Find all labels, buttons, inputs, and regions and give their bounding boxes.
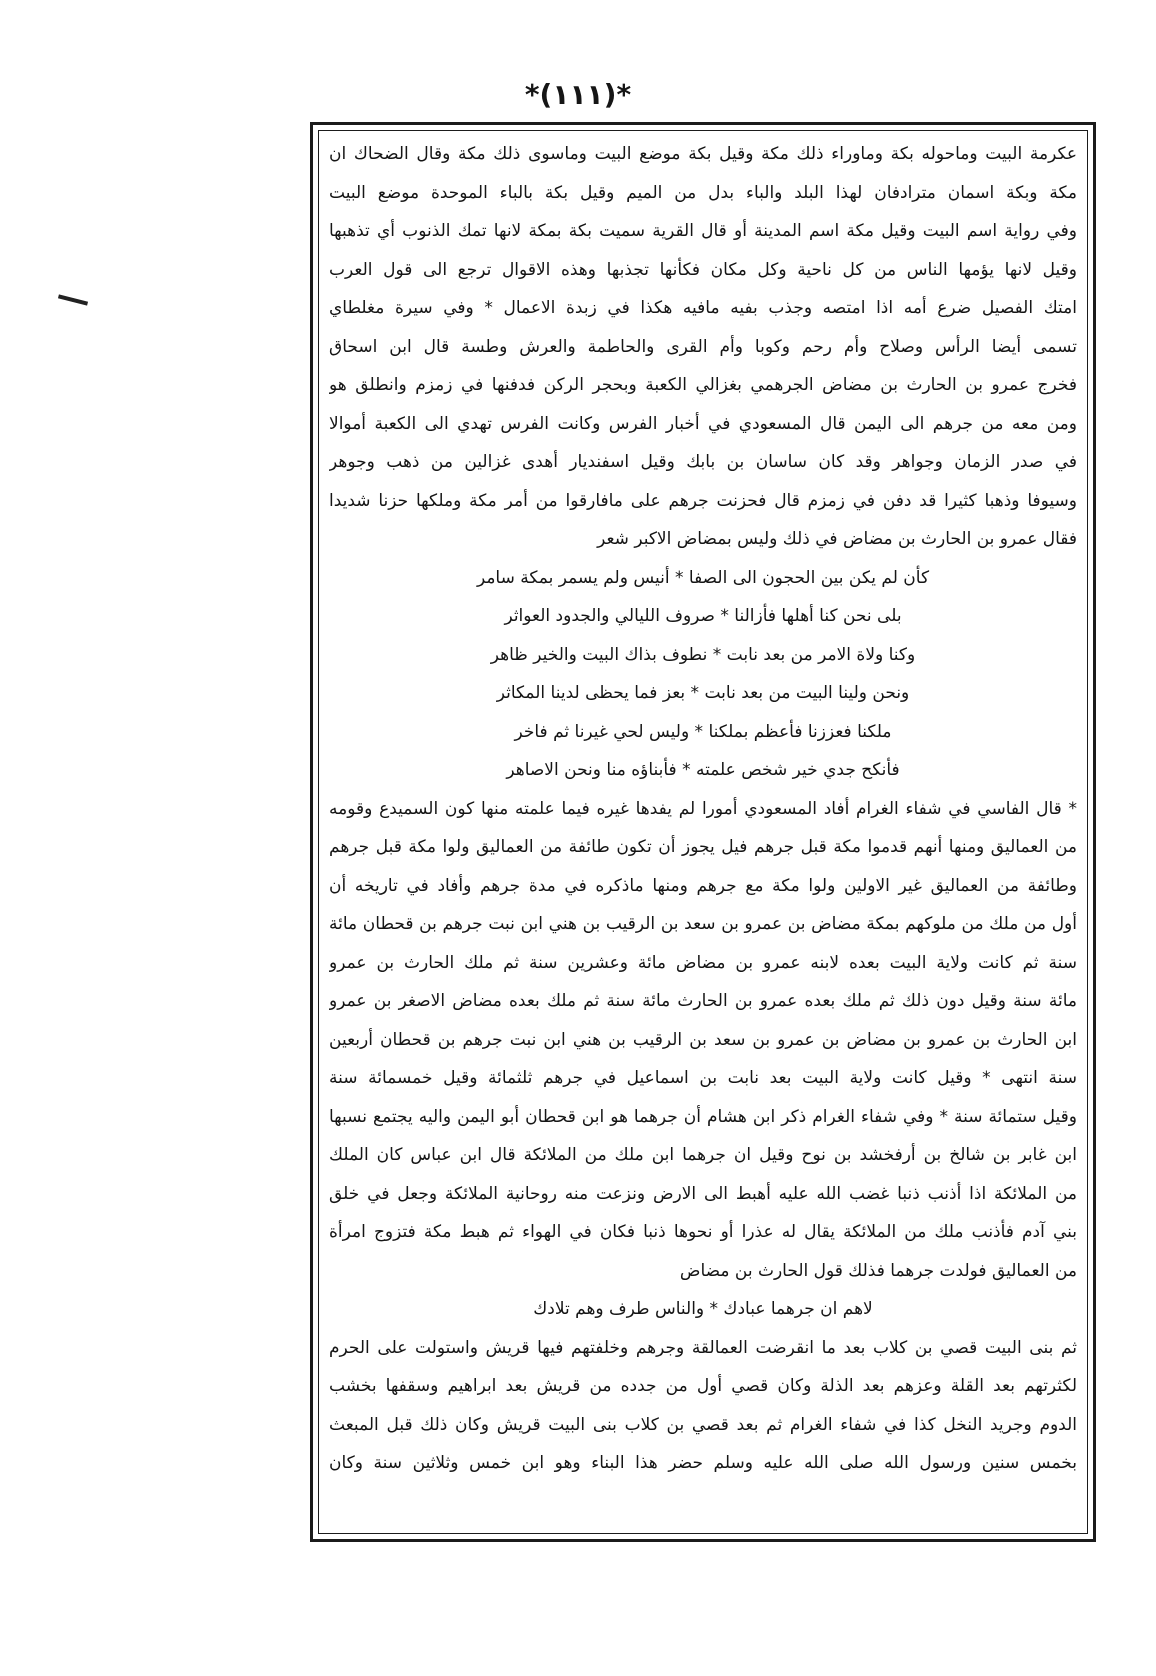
- verse-line: ونحن ولينا البيت من بعد نابت * بعز فما يحظى لدينا المكاثر: [496, 683, 910, 703]
- text-line: بخمس سنين ورسول الله صلى الله عليه وسلم حضر هذا البناء وهو ابن خمس وثلاثين سنة وكان: [329, 1453, 1077, 1473]
- text-line: لكثرتهم بعد القلة وعزهم بعد الذلة وكان قصي أول من جدده من قريش بعد ابراهيم وسقفها بخشب: [329, 1376, 1077, 1396]
- text-body: [329, 135, 1077, 1483]
- text-line: عكرمة البيت وماحوله بكة وماوراء ذلك مكة وقيل بكة موضع البيت وماسوى ذلك مكة وقال الضحاك ان: [329, 144, 1077, 164]
- text-line: من العماليق فولدت جرهما فذلك قول الحارث بن مضاض: [679, 1260, 1077, 1281]
- text-line: * قال الفاسي في شفاء الغرام أفاد المسعودي أمورا لم يفدها غيره فيما علمته منها كون السميدع وقومه: [329, 798, 1077, 819]
- verse-line: لاهم ان جرهما عبادك * والناس طرف وهم تلادك: [533, 1299, 873, 1319]
- verse-line: ملكنا فعززنا فأعظم بملكنا * وليس لحي غيرنا ثم فاخر: [514, 721, 892, 742]
- text-line: امتك الفصيل ضرع أمه اذا امتصه وجذب بفيه مافيه هكذا في زبدة الاعمال * وفي سيرة مغلطاي: [329, 298, 1077, 318]
- text-line: وسيوفا وذهبا كثيرا قد دفن في زمزم قال فحزنت جرهم على مافارقوا من أمر مكة وملكها حزنا شديدا: [329, 490, 1077, 511]
- verse-line: بلى نحن كنا أهلها فأزالنا * صروف الليالي والجدود العواثر: [504, 606, 902, 626]
- text-line: سنة ثم كانت ولاية البيت بعده لابنه عمرو بن مضاض مائة وعشرين سنة ثم ملك الحارث بن عمرو: [329, 952, 1077, 973]
- text-line: بني آدم فأذنب ملك من الملائكة يقال له عذرا أو نحوها ذنبا فكان في الهواء ثم هبط مكة فتزوج امرأة: [329, 1222, 1077, 1242]
- text-line: ابن الحارث بن عمرو بن مضاض بن عمرو بن سعد بن الرقيب بن هني ابن نبت جرهم بن قحطان أربعين: [329, 1029, 1077, 1050]
- text-line: سنة انتهى * وقيل كانت ولاية البيت بعد نابت بن اسماعيل في جرهم ثلثمائة وقيل خمسمائة سنة: [329, 1068, 1077, 1088]
- text-line: مائة سنة وقيل دون ذلك ثم ملك بعده عمرو بن الحارث مائة سنة ثم ملك بعده مضاض الاصغر بن عمرو: [329, 991, 1077, 1011]
- text-line: وفي رواية اسم البيت وقيل مكة اسم المدينة أو قال القرية سميت بكة بمكة لانها تمك الذنوب أي تذهبها: [329, 221, 1077, 241]
- page-number: *(١١١)*: [524, 78, 632, 111]
- text-line: ومن معه من جرهم الى اليمن قال المسعودي في أخبار الفرس وكانت الفرس تهدي الى الكعبة أموالا: [329, 413, 1077, 434]
- text-line: وقيل لانها يؤمها الناس من كل ناحية وكل مكان فكأنها تجذبها وهذه الاقوال ترجع الى قول العرب: [329, 259, 1077, 280]
- text-line: وقيل ستمائة سنة * وفي شفاء الغرام ذكر ابن هشام أن جرهما هو ابن قحطان أبو اليمن واليه يجتمع نسبها: [329, 1106, 1077, 1127]
- text-line: تسمى أيضا الرأس وصلاح وأم رحم وكوبا وأم القرى والحاطمة والعرش وطسة قال ابن اسحاق: [329, 336, 1077, 357]
- text-line: في صدر الزمان وجواهر وقد كان ساسان بن بابك وقيل اسفنديار أهدى غزالين من ذهب وجوهر: [329, 452, 1077, 472]
- text-line: فقال عمرو بن الحارث بن مضاض في ذلك وليس بمضاض الاكبر شعر: [597, 529, 1077, 549]
- verse-line: وكنا ولاة الامر من بعد نابت * نطوف بذاك البيت والخير ظاهر: [490, 644, 916, 665]
- text-line: فخرج عمرو بن الحارث بن مضاض الجرهمي بغزالي الكعبة وبحجر الركن فدفنها في زمزم وانطلق هو: [329, 375, 1077, 395]
- text-line: ابن غابر بن شالخ بن أرفخشد بن نوح وقيل ان جرهما ابن ملك من الملائكة قال ابن عباس كان الملك: [329, 1145, 1077, 1165]
- text-line: ثم بنى البيت قصي بن كلاب بعد ما انقرضت العمالقة وجرهم وخلفتهم فيها قريش واستولت على الحرم: [329, 1337, 1077, 1358]
- text-line: مكة وبكة اسمان مترادفان لهذا البلد والباء بدل من الميم وقيل بكة بالباء الموحدة موضع البيت: [329, 182, 1077, 203]
- text-line: الدوم وجريد النخل كذا في شفاء الغرام ثم بعد قصي بن كلاب بنى البيت قريش وكان ذلك قبل المبعث: [329, 1414, 1077, 1435]
- text-line: من العماليق ومنها أنهم قدموا مكة قبل جرهم فيل يجوز أن تكون طائفة من العماليق ولوا مكة قبل جرهم: [329, 837, 1077, 857]
- text-line: أول من ملك من ملوكهم بمكة مضاض بن عمرو بن سعد بن الرقيب بن هني ابن نبت جرهم بن قحطان مائة: [329, 914, 1077, 934]
- text-frame: [310, 122, 1096, 1542]
- text-line: من الملائكة اذا أذنب ذنبا غضب الله عليه أهبط الى الارض ونزعت منه روحانية الملائكة وجعل في خلق: [329, 1183, 1077, 1204]
- margin-ink-mark: [58, 294, 88, 305]
- verse-line: فأنكح جدي خير شخص علمته * فأبناؤه منا ونحن الاصاهر: [506, 760, 900, 780]
- verse-line: كأن لم يكن بين الحجون الى الصفا * أنيس ولم يسمر بمكة سامر: [476, 567, 930, 588]
- text-line: وطائفة من العماليق غير الاولين ولوا مكة مع جرهم ومنها ماذكره في مدة جرهم وأفاد في تاريخه أن: [329, 875, 1077, 896]
